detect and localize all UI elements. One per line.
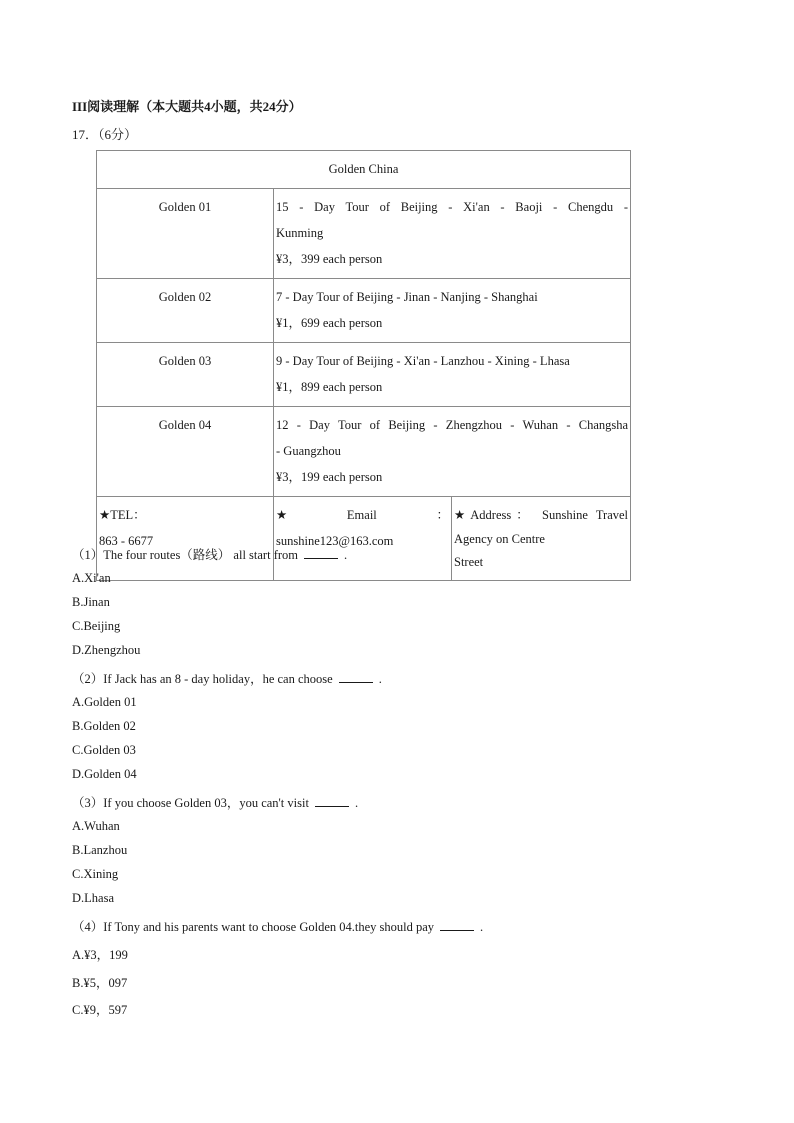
contact-address <box>452 497 631 581</box>
route-line: - Guangzhou <box>276 444 341 458</box>
answer-blank <box>315 794 349 807</box>
email-colon: ： <box>436 508 449 522</box>
tour-detail <box>274 407 631 497</box>
tour-name: Golden 01 <box>97 189 274 279</box>
option-b[interactable]: B.¥5，097 <box>72 976 128 990</box>
stem-end: . <box>480 920 484 934</box>
stem-text: （3）If you choose Golden 03，you can't visit <box>72 796 309 810</box>
question-stem <box>72 669 382 687</box>
option-a[interactable]: A.Xi'an <box>72 571 111 585</box>
stem-end: . <box>354 796 359 810</box>
email-label: Email <box>346 508 377 522</box>
tour-detail <box>274 343 631 407</box>
option-c[interactable]: C.Golden 03 <box>72 743 136 757</box>
option-c[interactable]: C.Xining <box>72 867 119 881</box>
tour-price: ¥3，399 each person <box>276 252 383 266</box>
stem-end: . <box>344 548 348 562</box>
tour-name: Golden 03 <box>97 343 274 407</box>
answer-blank <box>339 670 373 683</box>
tour-price: ¥1，899 each person <box>276 380 383 394</box>
table-row <box>97 343 631 407</box>
contact-row <box>97 497 631 581</box>
tour-table <box>96 150 631 581</box>
tour-detail <box>274 189 631 279</box>
answer-blank <box>304 546 338 559</box>
option-b[interactable]: B.Lanzhou <box>72 843 128 857</box>
stem-text: （2）If Jack has an 8 - day holiday，he can choose <box>72 672 333 686</box>
address-line: Street <box>454 555 484 569</box>
contact-email <box>274 497 452 581</box>
table-row <box>97 407 631 497</box>
table-row <box>97 279 631 343</box>
answer-blank <box>440 918 474 931</box>
option-a[interactable]: A.¥3，199 <box>72 948 128 962</box>
route-line: Kunming <box>276 226 324 240</box>
stem-end: . <box>378 672 382 686</box>
option-d[interactable]: D.Golden 04 <box>72 767 137 781</box>
option-d[interactable]: D.Zhengzhou <box>72 643 141 657</box>
email-value: sunshine123@163.com <box>276 534 394 548</box>
question-number: 17．（6分） <box>72 127 138 142</box>
question-stem <box>72 917 483 935</box>
table-title: Golden China <box>97 151 631 189</box>
route-line: 7 - Day Tour of Beijing - Jinan - Nanjing - Shanghai <box>276 290 538 304</box>
tel-value: 863 - 6677 <box>99 534 154 548</box>
section-title: III阅读理解（本大题共4小题，共24分） <box>72 99 302 114</box>
option-c[interactable]: C.¥9，597 <box>72 1003 128 1017</box>
star-icon: ★ <box>276 508 288 522</box>
option-a[interactable]: A.Golden 01 <box>72 695 137 709</box>
option-d[interactable]: D.Lhasa <box>72 891 114 905</box>
contact-tel <box>97 497 274 581</box>
route-line: 9 - Day Tour of Beijing - Xi'an - Lanzhou - Xining - Lhasa <box>276 354 570 368</box>
table-title-row <box>97 151 631 189</box>
tour-detail <box>274 279 631 343</box>
tour-name: Golden 04 <box>97 407 274 497</box>
question-stem <box>72 545 347 563</box>
email-label-line <box>276 502 449 528</box>
option-b[interactable]: B.Golden 02 <box>72 719 136 733</box>
tour-price: ¥1，699 each person <box>276 316 383 330</box>
table-row <box>97 189 631 279</box>
tel-label: ★TEL： <box>99 508 146 522</box>
option-b[interactable]: B.Jinan <box>72 595 110 609</box>
option-c[interactable]: C.Beijing <box>72 619 121 633</box>
route-line: 15 - Day Tour of Beijing - Xi'an - Baoji - Chengdu - <box>276 200 629 214</box>
tour-price: ¥3，199 each person <box>276 470 383 484</box>
stem-text: （4）If Tony and his parents want to choose Golden 04.they should pay <box>72 920 435 934</box>
tour-name: Golden 02 <box>97 279 274 343</box>
stem-text: （1）The four routes（路线） all start from <box>72 548 298 562</box>
option-a[interactable]: A.Wuhan <box>72 819 120 833</box>
question-stem <box>72 793 358 811</box>
address-line: ★Address： Sunshine Travel <box>454 508 629 522</box>
route-line: 12 - Day Tour of Beijing - Zhengzhou - Wuhan - Changsha <box>276 418 629 432</box>
address-line: Agency on Centre <box>454 532 545 546</box>
